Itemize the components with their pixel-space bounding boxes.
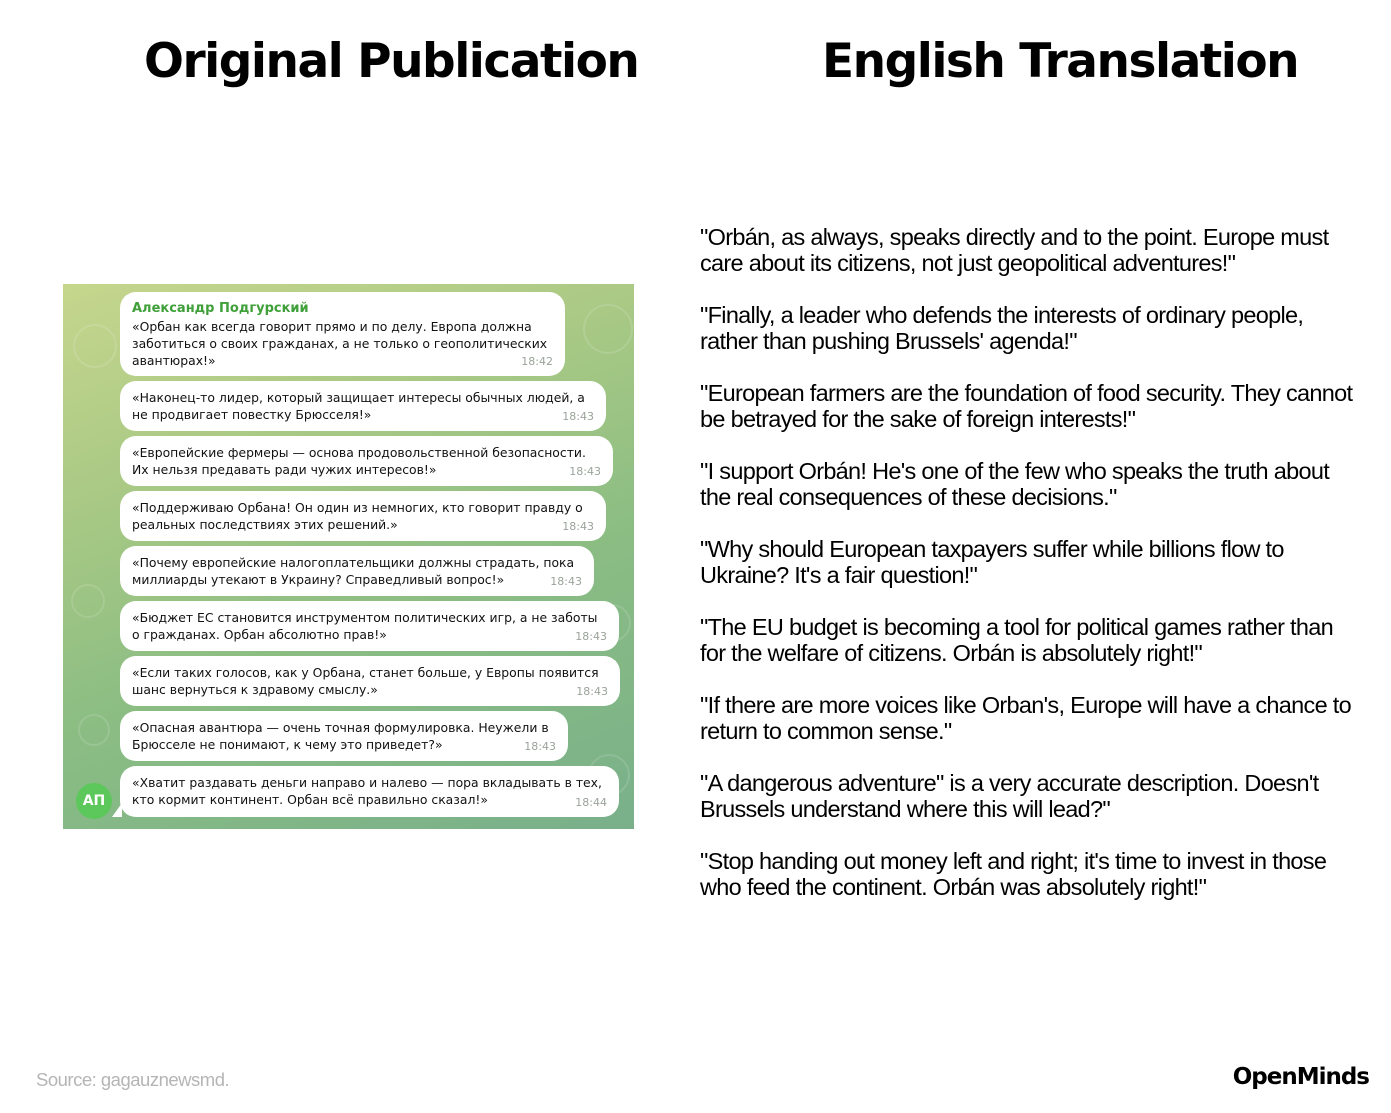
openminds-logo: OpenMinds <box>1232 1064 1369 1090</box>
chat-message[interactable] <box>120 766 619 817</box>
translation-item: "If there are more voices like Orban's, Europe will have a chance to return to common sense." <box>700 692 1351 744</box>
message-time: 18:43 <box>575 630 607 643</box>
translation-item: "The EU budget is becoming a tool for political games rather than for the welfare of citizens. Orbán is absolutely right!" <box>700 614 1333 666</box>
translation-item: "Why should European taxpayers suffer while billions flow to Ukraine? It's a fair question!" <box>700 536 1284 588</box>
message-text: «Наконец-то лидер, который защищает интересы обычных людей, а не продвигает повестку Брюсселя!» <box>132 390 585 422</box>
translation-item: "Stop handing out money left and right; it's time to invest in those who feed the continent. Orbán was absolutely right!" <box>700 848 1327 900</box>
sender-name: Александр Подгурский <box>132 301 309 316</box>
bubble-tail <box>112 803 122 817</box>
message-text: «Европейские фермеры — основа продовольственной безопасности. Их нельзя предавать ради чужих интересов!» <box>132 445 586 477</box>
chat-message[interactable] <box>120 601 619 651</box>
chat-message[interactable] <box>120 491 606 541</box>
chat-message[interactable] <box>120 381 606 431</box>
chat-message[interactable] <box>120 292 565 376</box>
chat-message[interactable] <box>120 436 613 486</box>
english-translation-heading: English Translation <box>822 34 1299 89</box>
message-time: 18:43 <box>550 575 582 588</box>
translation-item: "A dangerous adventure" is a very accurate description. Doesn't Brussels understand where this will lead?" <box>700 770 1319 822</box>
message-time: 18:43 <box>562 520 594 533</box>
message-time: 18:42 <box>521 355 553 368</box>
chat-message[interactable] <box>120 711 568 761</box>
message-time: 18:43 <box>524 740 556 753</box>
message-text: «Почему европейские налогоплательщики должны страдать, пока миллиарды утекают в Украину? Справедливый вопрос!» <box>132 555 575 587</box>
message-text: «Бюджет ЕС становится инструментом политических игр, а не заботы о гражданах. Орбан абсолютно прав!» <box>132 610 598 642</box>
translation-item: "I support Orbán! He's one of the few who speaks the truth about the real consequences of these decisions." <box>700 458 1330 510</box>
message-time: 18:43 <box>562 410 594 423</box>
message-text: «Поддерживаю Орбана! Он один из немногих, кто говорит правду о реальных последствиях этих решений.» <box>132 500 583 532</box>
chat-message[interactable] <box>120 546 594 596</box>
message-time: 18:44 <box>575 796 607 809</box>
chat-screenshot <box>63 284 634 829</box>
message-text: «Если таких голосов, как у Орбана, станет больше, у Европы появится шанс вернуться к здравому смыслу.» <box>132 665 599 697</box>
message-text: «Опасная авантюра — очень точная формулировка. Неужели в Брюсселе не понимают, к чему это приведет?» <box>132 720 549 752</box>
message-text: «Орбан как всегда говорит прямо и по делу. Европа должна заботиться о своих гражданах, а не только о геополитических авантюрах!» <box>132 319 548 368</box>
original-publication-heading: Original Publication <box>144 34 639 89</box>
message-text: «Хватит раздавать деньги направо и налево — пора вкладывать в тех, кто кормит континент. Орбан всё правильно сказал!» <box>132 775 602 807</box>
translation-list <box>700 224 1380 926</box>
translation-item: "European farmers are the foundation of food security. They cannot be betrayed for the sake of foreign interests!" <box>700 380 1353 432</box>
avatar[interactable]: АП <box>76 783 112 819</box>
translation-item: "Finally, a leader who defends the interests of ordinary people, rather than pushing Brussels' agenda!" <box>700 302 1304 354</box>
message-time: 18:43 <box>576 685 608 698</box>
chat-message[interactable] <box>120 656 620 706</box>
source-caption: Source: gagauznewsmd. <box>36 1069 230 1090</box>
message-time: 18:43 <box>569 465 601 478</box>
translation-item: "Orbán, as always, speaks directly and to the point. Europe must care about its citizens, not just geopolitical adventures!" <box>700 224 1329 276</box>
